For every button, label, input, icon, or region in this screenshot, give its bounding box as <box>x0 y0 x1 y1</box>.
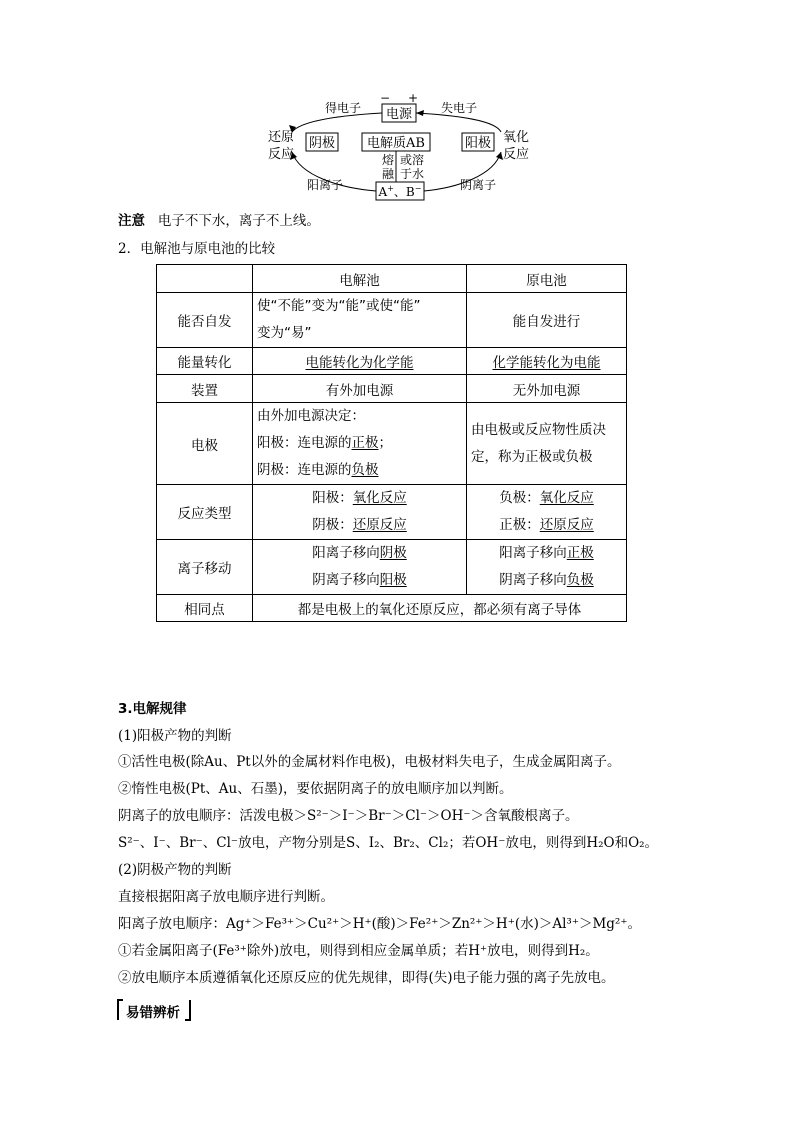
reduction-label-2: 反应 <box>267 147 295 162</box>
row-label-electrode: 电极 <box>157 403 253 485</box>
dissolve-label-1: 或溶 <box>399 153 425 167</box>
electrolysis-cycle-diagram <box>0 0 794 210</box>
cell-ion-move-electrolytic: 阳离子移向阴极 阴离子移向阳极 <box>253 540 467 595</box>
melt-label-2: 融 <box>381 167 395 181</box>
table-row <box>157 293 627 348</box>
row-label-spontaneous: 能否自发 <box>157 293 253 348</box>
cell-device-battery: 无外加电源 <box>467 375 627 403</box>
oxidation-label-1: 氧化 <box>502 130 530 145</box>
power-label: 电源 <box>385 107 413 122</box>
gain-electron-label: 得电子 <box>324 101 362 115</box>
cell-energy-battery: 化学能转化为电能 <box>467 348 627 375</box>
minus-sign: − <box>379 91 391 105</box>
cell-electrode-electrolytic: 由外加电源决定： 阳极：连电源的正极； 阴极：连电源的负极 <box>253 403 467 485</box>
paragraph-discharge-essence: ②放电顺序本质遵循氧化还原反应的优先规律，即得(失)电子能力强的离子先放电。 <box>118 970 615 986</box>
row-label-reaction: 反应类型 <box>157 485 253 540</box>
paragraph-anion-order: 阴离子的放电顺序：活泼电极＞S²⁻＞I⁻＞Br⁻＞Cl⁻＞OH⁻＞含氧酸根离子。 <box>118 808 579 824</box>
table-row <box>157 485 627 540</box>
note-text: 电子不下水，离子不上线。 <box>157 213 320 229</box>
spontaneous-line2: 变为“易” <box>257 325 312 341</box>
cell-device-electrolytic: 有外加电源 <box>253 375 467 403</box>
table-row <box>157 348 627 375</box>
error-analysis-title: 易错辨析 <box>126 1005 180 1021</box>
paragraph-anion-products: S²⁻、I⁻、Br⁻、Cl⁻放电，产物分别是S、I₂、Br₂、Cl₂；若OH⁻放电，则得到H₂O和O₂。 <box>118 835 659 851</box>
cell-same: 都是电极上的氧化还原反应，都必须有离子导体 <box>253 595 627 622</box>
cell-reaction-battery: 负极：氧化反应 正极：还原反应 <box>467 485 627 540</box>
lose-electron-label: 失电子 <box>440 101 478 115</box>
cation-label: 阳离子 <box>306 178 344 192</box>
paragraph-metal-cation: ①若金属阳离子(Fe³⁺除外)放电，则得到相应金属单质；若H⁺放电，则得到H₂。 <box>118 943 599 959</box>
section2-title: 2．电解池与原电池的比较 <box>118 241 276 257</box>
row-label-ion-move: 离子移动 <box>157 540 253 595</box>
dissolve-label-2: 于水 <box>399 167 425 181</box>
row-label-energy: 能量转化 <box>157 348 253 375</box>
spontaneous-line1: 使“不能”变为“能”或使“能” <box>257 298 421 314</box>
paragraph-inert-electrode: ②惰性电极(Pt、Au、石墨)，要依据阴离子的放电顺序加以判断。 <box>118 781 513 797</box>
table-row <box>157 403 627 485</box>
reduction-label-1: 还原 <box>267 130 295 145</box>
table-row <box>157 375 627 403</box>
paragraph-direct-judge: 直接根据阳离子放电顺序进行判断。 <box>118 889 334 905</box>
comparison-table <box>156 264 627 622</box>
cell-spontaneous-electrolytic <box>253 293 467 348</box>
bracket-left-icon <box>116 998 124 1022</box>
bracket-right-icon <box>184 998 192 1022</box>
top-left-arc <box>292 113 382 132</box>
cell-electrode-battery: 由电极或反应物性质决 定，称为正极或负极 <box>467 403 627 485</box>
error-analysis-heading <box>116 998 196 1022</box>
note-label: 注意 <box>118 213 145 229</box>
row-label-device: 装置 <box>157 375 253 403</box>
header-battery: 原电池 <box>467 265 627 293</box>
section3-title: 3.电解规律 <box>118 701 187 717</box>
arrow-head-anion <box>496 152 503 160</box>
paragraph-cation-order: 阳离子放电顺序：Ag⁺＞Fe³⁺＞Cu²⁺＞H⁺(酸)＞Fe²⁺＞Zn²⁺＞H⁺(水)＞Al³⁺＞Mg²⁺。 <box>118 916 641 932</box>
arrow-head-power <box>416 110 424 116</box>
cell-ion-move-battery: 阳离子移向正极 阴离子移向负极 <box>467 540 627 595</box>
table-row <box>157 595 627 622</box>
plus-sign: + <box>407 91 419 105</box>
cathode-label: 阴极 <box>308 136 336 151</box>
top-right-arc <box>416 113 501 132</box>
cell-energy-electrolytic: 电能转化为化学能 <box>253 348 467 375</box>
electrolyte-label: 电解质AB <box>367 136 425 151</box>
anode-label: 阳极 <box>464 136 492 151</box>
oxidation-label-2: 反应 <box>502 147 530 162</box>
cell-reaction-electrolytic: 阳极：氧化反应 阴极：还原反应 <box>253 485 467 540</box>
header-blank <box>157 265 253 293</box>
row-label-same: 相同点 <box>157 595 253 622</box>
anode-product-heading: (1)阳极产物的判断 <box>118 728 232 744</box>
note-line <box>118 212 320 230</box>
header-electrolytic: 电解池 <box>253 265 467 293</box>
table-row <box>157 540 627 595</box>
cathode-product-heading: (2)阴极产物的判断 <box>118 862 232 878</box>
paragraph-active-electrode: ①活性电极(除Au、Pt以外的金属材料作电极)，电极材料失电子，生成金属阳离子。 <box>118 754 621 770</box>
ions-label: A+、B− <box>378 184 422 199</box>
cell-spontaneous-battery: 能自发进行 <box>467 293 627 348</box>
melt-label-1: 熔 <box>381 153 395 167</box>
anion-label: 阴离子 <box>459 178 497 192</box>
table-header-row <box>157 265 627 293</box>
